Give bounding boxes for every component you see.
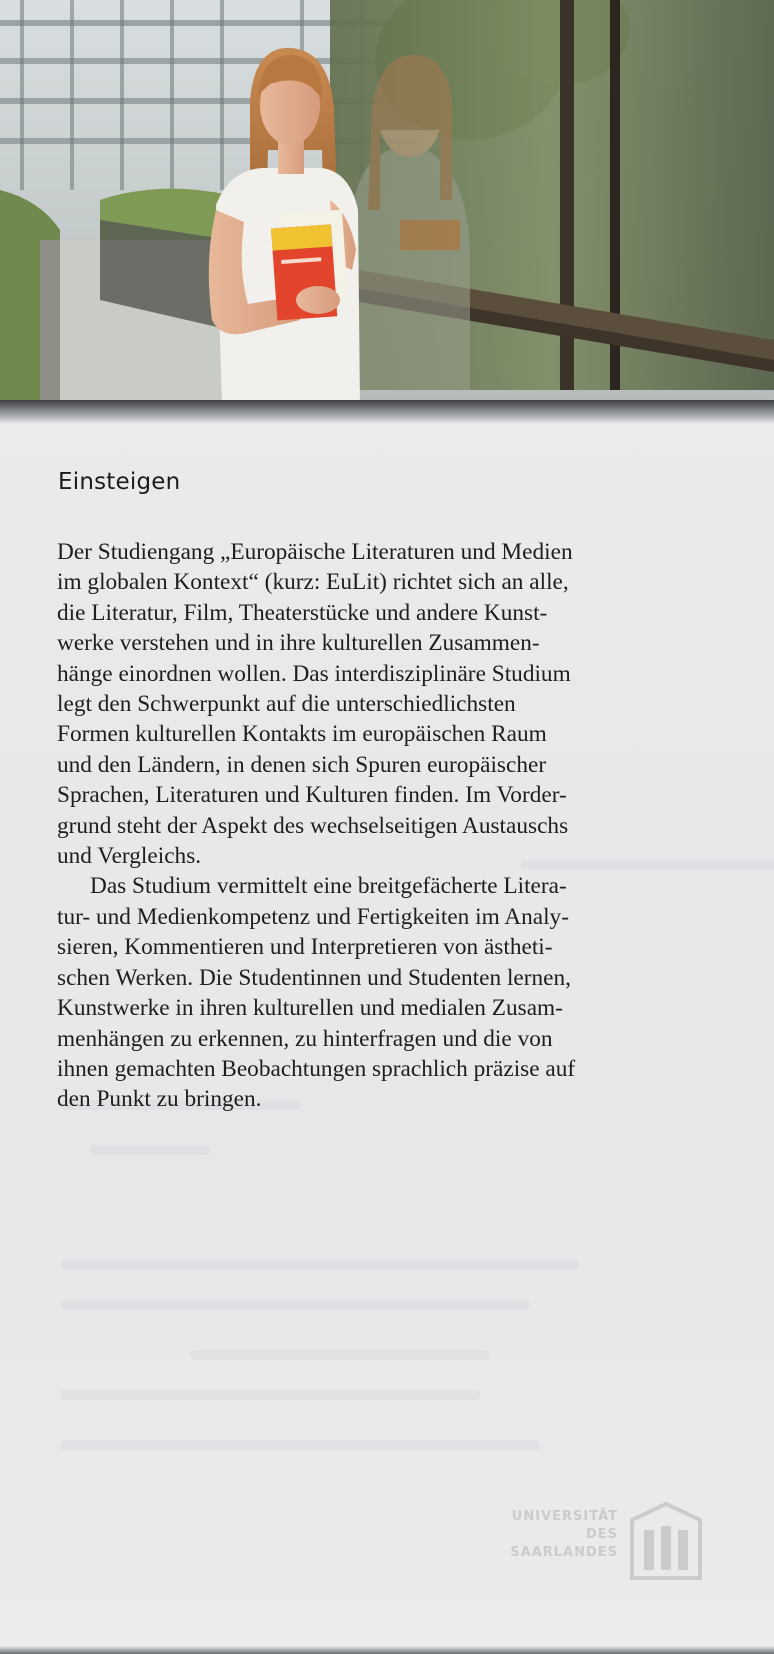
show-through-mark [60, 1440, 540, 1450]
body-line: legt den Schwerpunkt auf die unterschiedlichsten [57, 691, 516, 718]
show-through-mark [60, 1300, 530, 1310]
logo-line: DES [585, 1527, 618, 1542]
body-line: grund steht der Aspekt des wechselseitigen Austauschs [57, 812, 569, 839]
show-through-mark [190, 1350, 490, 1360]
photo-bottom-shadow [0, 400, 774, 424]
body-line: Kunstwerke in ihren kulturellen und medialen Zusam- [57, 995, 563, 1022]
university-seal-icon [626, 1500, 706, 1582]
body-line: die Literatur, Film, Theaterstücke und andere Kunst- [57, 599, 548, 626]
body-line: Das Studium vermittelt eine breitgefächerte Litera- [90, 873, 567, 900]
show-through-mark [60, 1260, 580, 1270]
body-line: menhängen zu erkennen, zu hinterfragen und die von [57, 1025, 553, 1052]
body-line: Der Studiengang „Europäische Literaturen und Medien [57, 539, 573, 565]
body-line: sieren, Kommentieren und Interpretieren von ästheti- [57, 934, 553, 961]
body-line: schen Werken. Die Studentinnen und Studenten lernen, [57, 964, 571, 991]
header-photo [0, 0, 774, 405]
body-line: und Vergleichs. [57, 843, 202, 870]
body-line: ihnen gemachten Beobachtungen sprachlich präzise auf [57, 1055, 576, 1082]
university-logo [468, 1500, 718, 1590]
page-bottom-edge [0, 1646, 774, 1654]
body-line: tur- und Medienkompetenz und Fertigkeiten im Analy- [57, 903, 569, 930]
body-line: im globalen Kontext“ (kurz: EuLit) richtet sich an alle, [57, 569, 569, 596]
body-line: Sprachen, Literaturen und Kulturen finden. Im Vorder- [57, 782, 567, 809]
show-through-mark [90, 1145, 210, 1155]
section-heading: Einsteigen [58, 469, 181, 495]
university-logo-text [468, 1508, 618, 1562]
section-body-text [57, 537, 733, 1115]
body-line: den Punkt zu bringen. [57, 1086, 262, 1113]
body-line: werke verstehen und in ihre kulturellen Zusammen- [57, 630, 540, 657]
body-line: Formen kulturellen Kontakts im europäischen Raum [57, 721, 547, 748]
body-line: hänge einordnen wollen. Das interdisziplinäre Studium [57, 660, 571, 687]
logo-line: UNIVERSITÄT [511, 1509, 618, 1524]
body-line: und den Ländern, in denen sich Spuren europäischer [57, 751, 547, 778]
show-through-mark [60, 1390, 480, 1400]
logo-line: SAARLANDES [510, 1545, 618, 1560]
